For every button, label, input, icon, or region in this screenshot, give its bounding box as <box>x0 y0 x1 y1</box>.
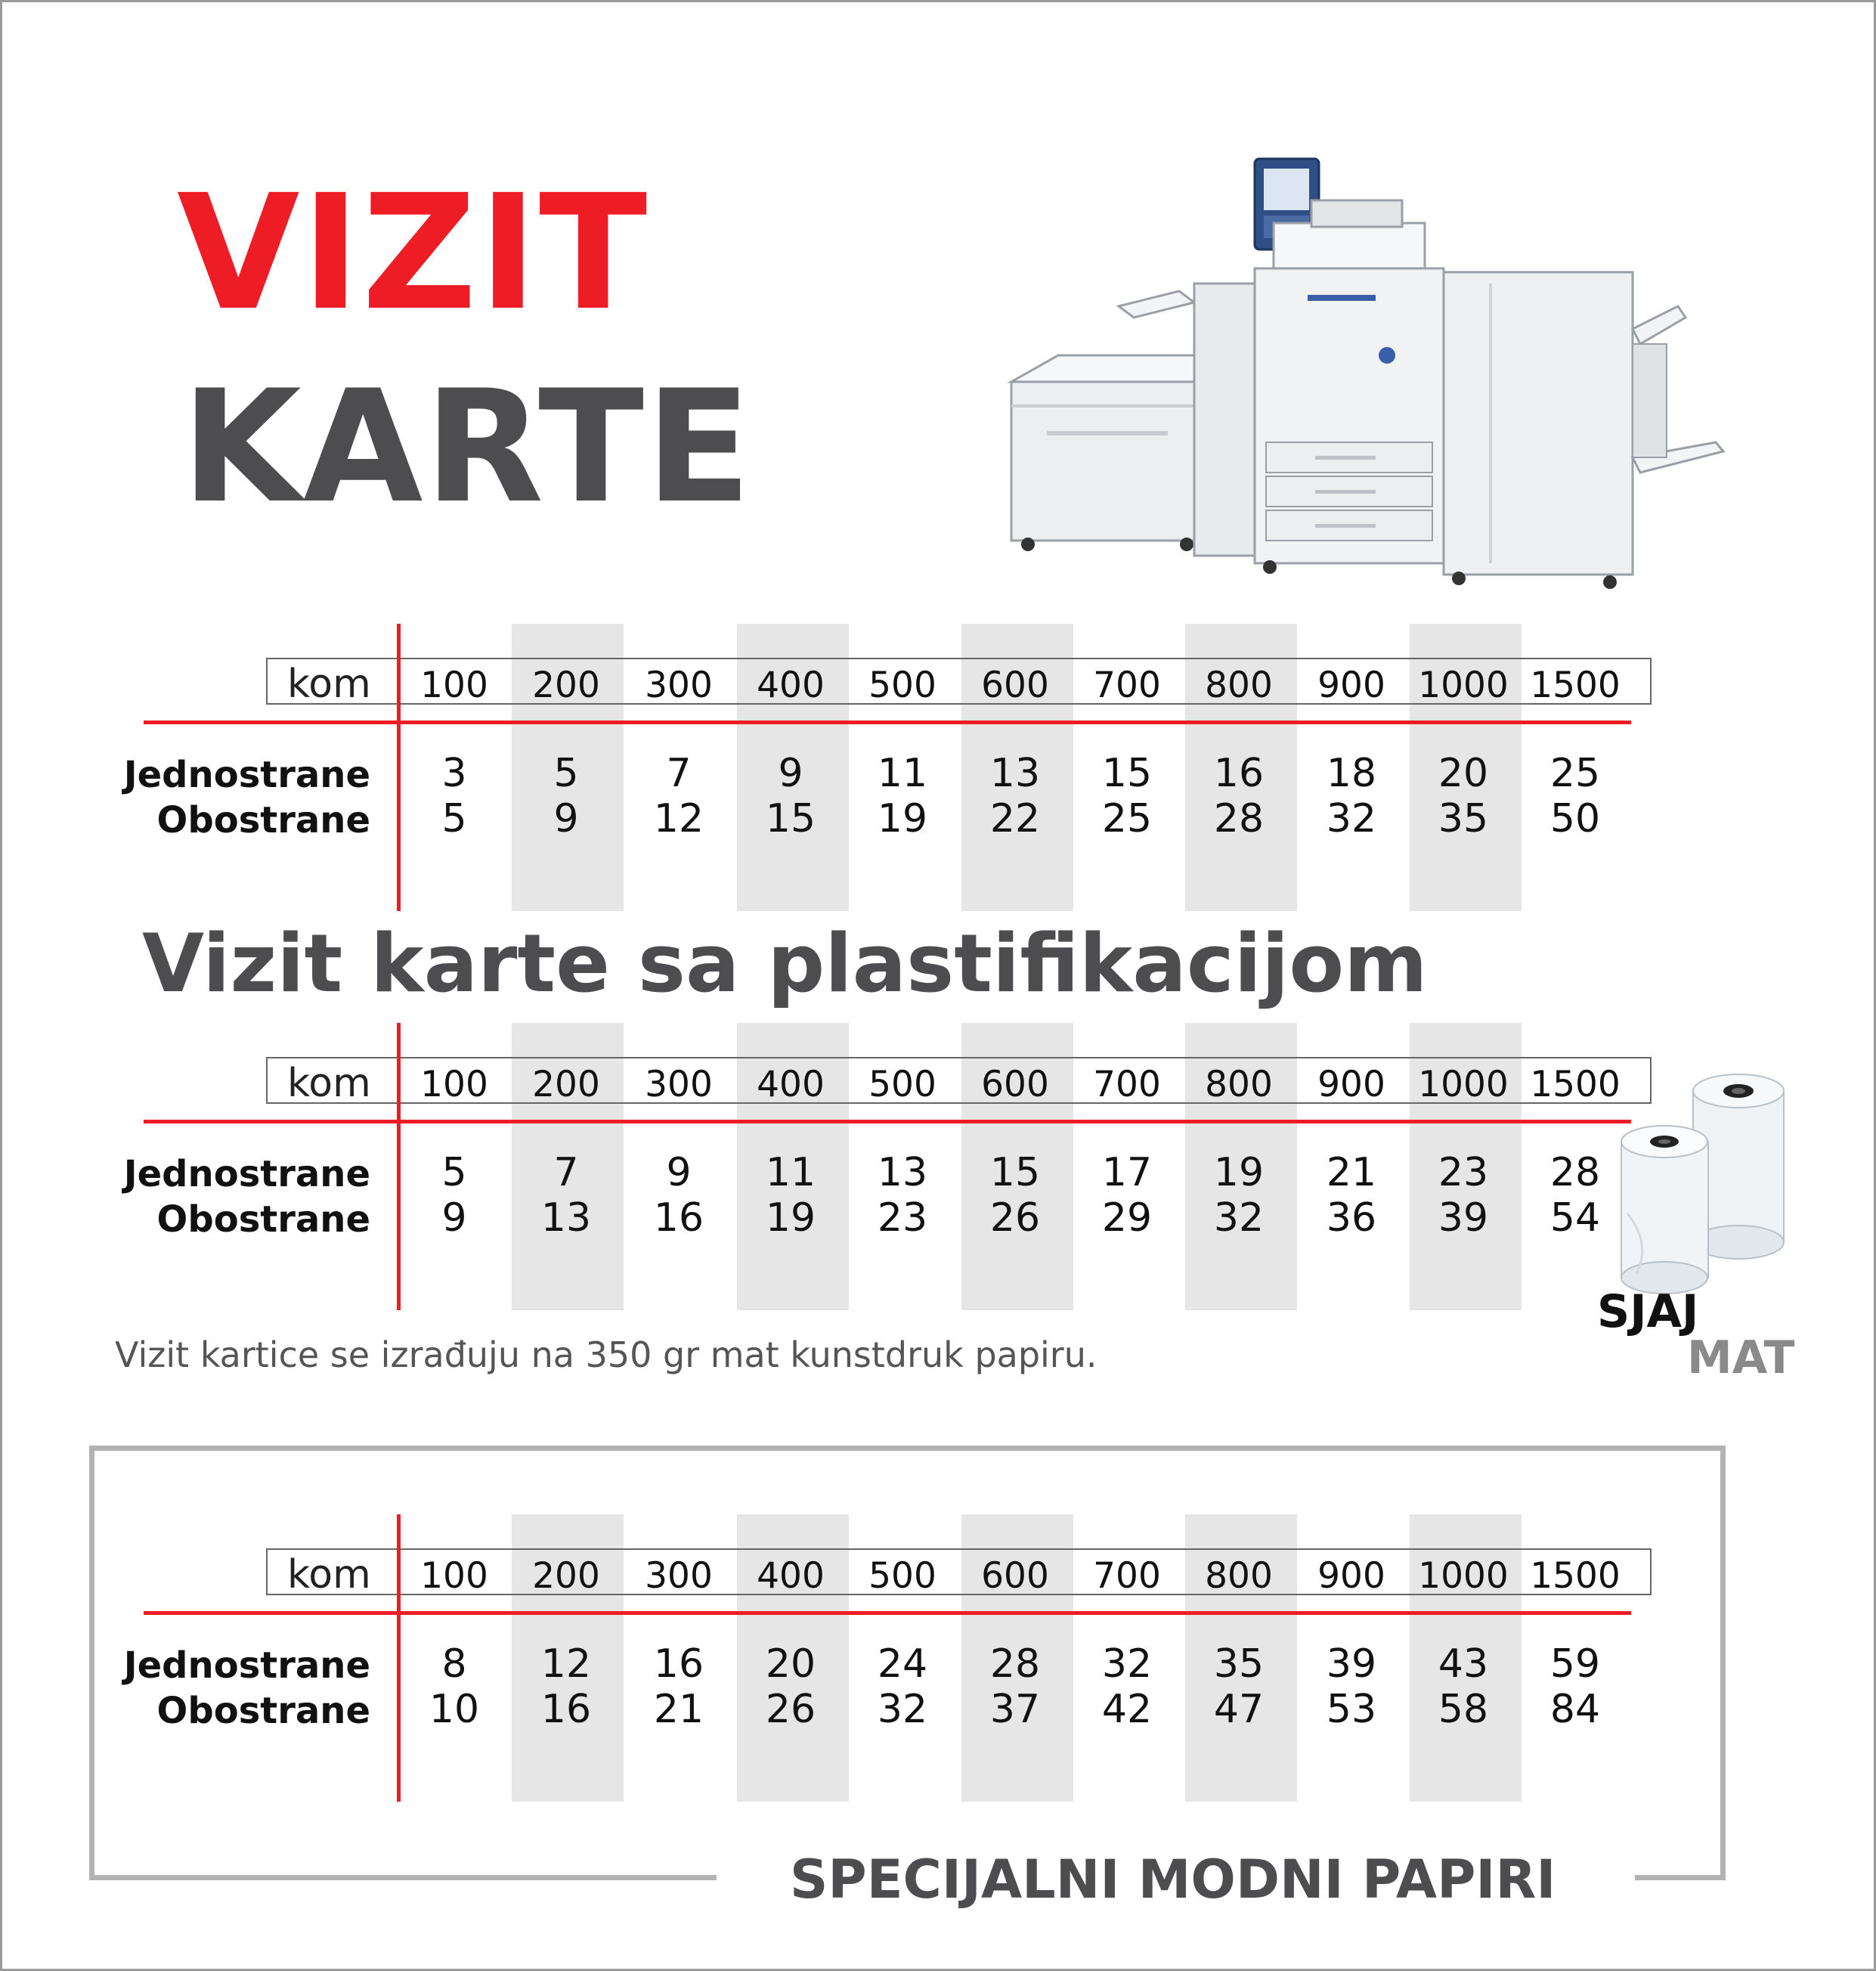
special-papers-label: SPECIJALNI MODNI PAPIRI <box>790 1849 1556 1911</box>
qty-cell: 1500 <box>1530 1064 1621 1105</box>
qty-unit-label: kom <box>287 1552 371 1598</box>
price-single: 7 <box>666 751 692 796</box>
price-single: 18 <box>1326 751 1377 796</box>
row-label-single: Jednostrane <box>123 1153 370 1195</box>
box-border-top <box>89 1446 1726 1451</box>
price-single: 7 <box>553 1150 579 1195</box>
price-single: 32 <box>1101 1641 1153 1687</box>
price-double: 37 <box>989 1687 1041 1732</box>
qty-cell: 100 <box>420 665 488 706</box>
price-single: 25 <box>1549 751 1601 796</box>
price-double: 9 <box>441 1195 467 1241</box>
qty-cell: 700 <box>1093 665 1161 706</box>
qty-cell: 600 <box>981 1064 1049 1105</box>
price-single: 5 <box>553 751 579 796</box>
price-double: 35 <box>1438 796 1489 841</box>
section-title-lamination: Vizit karte sa plastifikacijom <box>142 917 1428 1010</box>
price-single: 13 <box>877 1150 928 1195</box>
qty-cell: 800 <box>1205 1064 1273 1105</box>
row-label-double: Obostrane <box>156 1198 370 1241</box>
qty-cell: 700 <box>1093 1555 1161 1597</box>
qty-cell: 1000 <box>1418 665 1509 706</box>
qty-cell: 1500 <box>1530 1555 1621 1597</box>
price-double: 32 <box>1213 1195 1265 1241</box>
price-single: 20 <box>1438 751 1489 796</box>
row-label-double: Obostrane <box>156 1690 370 1732</box>
qty-cell: 800 <box>1205 665 1273 706</box>
matte-label: MAT <box>1687 1331 1795 1384</box>
price-double: 28 <box>1213 796 1265 841</box>
qty-cell: 400 <box>757 665 825 706</box>
qty-cell: 900 <box>1317 1555 1385 1597</box>
price-double: 23 <box>877 1195 928 1241</box>
box-border-bottom-left <box>89 1875 717 1880</box>
price-double: 39 <box>1438 1195 1489 1241</box>
price-double: 32 <box>877 1687 928 1732</box>
price-double: 26 <box>765 1687 816 1732</box>
printer-image <box>1005 155 1731 593</box>
price-single: 43 <box>1438 1641 1489 1687</box>
price-double: 16 <box>540 1687 592 1732</box>
price-double: 19 <box>877 796 928 841</box>
paper-note: Vizit kartice se izrađuju na 350 gr mat kunstdruk papiru. <box>115 1334 1097 1375</box>
price-double: 29 <box>1101 1195 1153 1241</box>
price-double: 53 <box>1326 1687 1377 1732</box>
price-double: 19 <box>765 1195 816 1241</box>
price-double: 47 <box>1213 1687 1265 1732</box>
price-single: 12 <box>540 1641 592 1687</box>
price-single: 20 <box>765 1641 816 1687</box>
price-single: 28 <box>989 1641 1041 1687</box>
price-double: 58 <box>1438 1687 1489 1732</box>
qty-cell: 500 <box>868 665 936 706</box>
red-horizontal-divider <box>144 1611 1631 1615</box>
price-double: 13 <box>540 1195 592 1241</box>
price-double: 12 <box>653 796 704 841</box>
price-single: 39 <box>1326 1641 1377 1687</box>
price-single: 15 <box>1101 751 1153 796</box>
price-single: 13 <box>989 751 1041 796</box>
qty-cell: 200 <box>532 665 600 706</box>
qty-cell: 400 <box>757 1555 825 1597</box>
qty-cell: 100 <box>420 1064 488 1105</box>
qty-cell: 1000 <box>1418 1064 1509 1105</box>
price-single: 23 <box>1438 1150 1489 1195</box>
qty-cell: 300 <box>645 1555 713 1597</box>
price-single: 8 <box>441 1641 467 1687</box>
price-single: 16 <box>653 1641 704 1687</box>
qty-cell: 300 <box>645 665 713 706</box>
price-single: 17 <box>1101 1150 1153 1195</box>
price-single: 59 <box>1549 1641 1601 1687</box>
price-single: 19 <box>1213 1150 1265 1195</box>
red-horizontal-divider <box>144 1120 1631 1123</box>
row-label-single: Jednostrane <box>123 1644 370 1687</box>
price-double: 5 <box>441 796 467 841</box>
qty-cell: 900 <box>1317 1064 1385 1105</box>
price-single: 3 <box>441 751 467 796</box>
price-double: 54 <box>1549 1195 1601 1241</box>
price-double: 26 <box>989 1195 1041 1241</box>
qty-cell: 600 <box>981 665 1049 706</box>
gloss-label: SJAJ <box>1597 1285 1699 1338</box>
price-table-special <box>0 1514 1876 1802</box>
price-double: 16 <box>653 1195 704 1241</box>
qty-cell: 100 <box>420 1555 488 1597</box>
red-horizontal-divider <box>144 721 1631 724</box>
qty-unit-label: kom <box>287 1061 371 1106</box>
price-single: 24 <box>877 1641 928 1687</box>
price-single: 9 <box>778 751 803 796</box>
price-double: 50 <box>1549 796 1601 841</box>
price-single: 11 <box>877 751 928 796</box>
title-vizit: VIZIT <box>177 160 649 346</box>
price-double: 42 <box>1101 1687 1153 1732</box>
price-double: 36 <box>1326 1195 1377 1241</box>
qty-cell: 500 <box>868 1555 936 1597</box>
row-label-single: Jednostrane <box>123 754 370 796</box>
price-table-laminated <box>0 1023 1876 1310</box>
price-single: 15 <box>989 1150 1041 1195</box>
price-single: 35 <box>1213 1641 1265 1687</box>
price-single: 11 <box>765 1150 816 1195</box>
price-single: 5 <box>441 1150 467 1195</box>
title-karte: KARTE <box>181 358 754 538</box>
row-label-double: Obostrane <box>156 799 370 841</box>
qty-cell: 500 <box>868 1064 936 1105</box>
qty-cell: 300 <box>645 1064 713 1105</box>
qty-cell: 1500 <box>1530 665 1621 706</box>
laminate-rolls-image <box>1606 1070 1810 1297</box>
qty-cell: 400 <box>757 1064 825 1105</box>
qty-cell: 600 <box>981 1555 1049 1597</box>
price-double: 32 <box>1326 796 1377 841</box>
price-double: 21 <box>653 1687 704 1732</box>
price-double: 9 <box>553 796 579 841</box>
qty-cell: 700 <box>1093 1064 1161 1105</box>
qty-unit-label: kom <box>287 662 371 707</box>
price-double: 15 <box>765 796 816 841</box>
box-border-bottom-right <box>1635 1875 1726 1880</box>
price-double: 10 <box>429 1687 480 1732</box>
price-single: 16 <box>1213 751 1265 796</box>
qty-cell: 200 <box>532 1555 600 1597</box>
price-double: 25 <box>1101 796 1153 841</box>
price-double: 84 <box>1549 1687 1601 1732</box>
price-single: 9 <box>666 1150 692 1195</box>
price-double: 22 <box>989 796 1041 841</box>
qty-cell: 1000 <box>1418 1555 1509 1597</box>
price-table-standard <box>0 624 1876 911</box>
price-single: 28 <box>1549 1150 1601 1195</box>
qty-cell: 900 <box>1317 665 1385 706</box>
qty-cell: 200 <box>532 1064 600 1105</box>
qty-cell: 800 <box>1205 1555 1273 1597</box>
price-single: 21 <box>1326 1150 1377 1195</box>
